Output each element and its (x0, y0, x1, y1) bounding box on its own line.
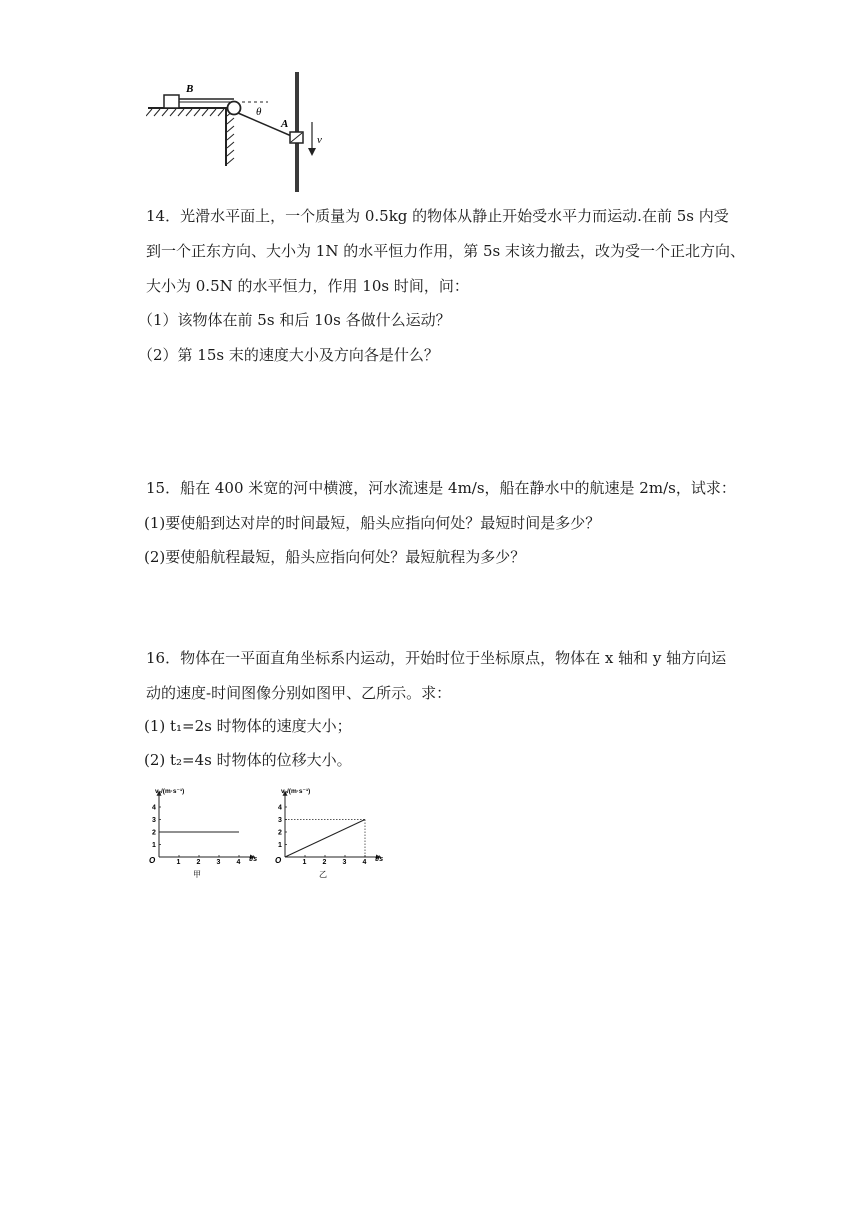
q16-subquestion-1: (1) t₁=2s 时物体的速度大小； (144, 717, 352, 735)
table-hatching (146, 109, 224, 116)
x-tick-label: 1 (176, 859, 181, 866)
q15-line-1: 15．船在 400 米宽的河中横渡，河水流速是 4m/s，船在静水中的航速是 2m/s，试求： (146, 479, 736, 497)
y-tick-label: 2 (278, 829, 282, 837)
x-tick-label: 4 (362, 859, 367, 866)
x-tick-label: 2 (196, 859, 201, 866)
x-tick-label: 3 (216, 859, 221, 866)
y-axis-label: vₓ/(m·s⁻¹) (155, 787, 185, 795)
block-b (164, 95, 179, 108)
chart-caption: 甲 (193, 870, 201, 879)
q14-line-1: 14．光滑水平面上，一个质量为 0.5kg 的物体从静止开始受水平力而运动.在前 5s 内受 (146, 207, 729, 225)
q14-line-2: 到一个正东方向、大小为 1N 的水平恒力作用，第 5s 末该力撤去，改为受一个正北方向、 (146, 242, 745, 260)
origin-label: O (275, 856, 282, 865)
x-tick-label: 2 (322, 859, 327, 866)
velocity-arrowhead (308, 148, 316, 156)
pulley-figure (146, 68, 336, 194)
y-tick-label: 2 (152, 829, 156, 837)
y-tick-label: 3 (152, 817, 156, 824)
y-tick-label: 4 (278, 804, 282, 812)
q16-subquestion-2: (2) t₂=4s 时物体的位移大小。 (144, 751, 352, 769)
q15-subquestion-1: (1)要使船到达对岸的时间最短，船头应指向何处？最短时间是多少？ (144, 514, 601, 532)
label-a: A (281, 118, 289, 130)
x-tick-label: 3 (342, 859, 347, 866)
q16-line-2: 动的速度-时间图像分别如图甲、乙所示。求： (146, 684, 452, 702)
y-tick-label: 3 (278, 817, 282, 824)
x-tick-label: 4 (236, 859, 241, 866)
chart-jia (146, 780, 266, 880)
label-v: v (317, 134, 322, 146)
y-tick-label: 1 (278, 842, 282, 849)
q14-subquestion-1: （1）该物体在前 5s 和后 10s 各做什么运动？ (138, 311, 451, 329)
x-axis-label: t/s (249, 856, 258, 863)
chart-caption: 乙 (319, 870, 327, 879)
series-line (285, 820, 365, 858)
chart-yi (272, 780, 392, 880)
y-tick-label: 1 (152, 842, 156, 849)
q16-line-1: 16．物体在一平面直角坐标系内运动，开始时位于坐标原点，物体在 x 轴和 y 轴方向运 (146, 649, 727, 667)
q14-line-3: 大小为 0.5N 的水平恒力，作用 10s 时间，问： (146, 277, 469, 295)
origin-label: O (149, 856, 156, 865)
label-b: B (186, 83, 194, 95)
y-axis-label: vᵧ/(m·s⁻¹) (281, 787, 311, 795)
q14-subquestion-2: （2）第 15s 末的速度大小及方向各是什么？ (138, 346, 439, 364)
y-tick-label: 4 (152, 804, 156, 812)
wall-hatching (227, 110, 234, 164)
label-theta: θ (256, 106, 262, 118)
x-tick-label: 1 (302, 859, 307, 866)
x-axis-label: t/s (375, 856, 384, 863)
q15-subquestion-2: (2)要使船航程最短，船头应指向何处？最短航程为多少？ (144, 548, 526, 566)
